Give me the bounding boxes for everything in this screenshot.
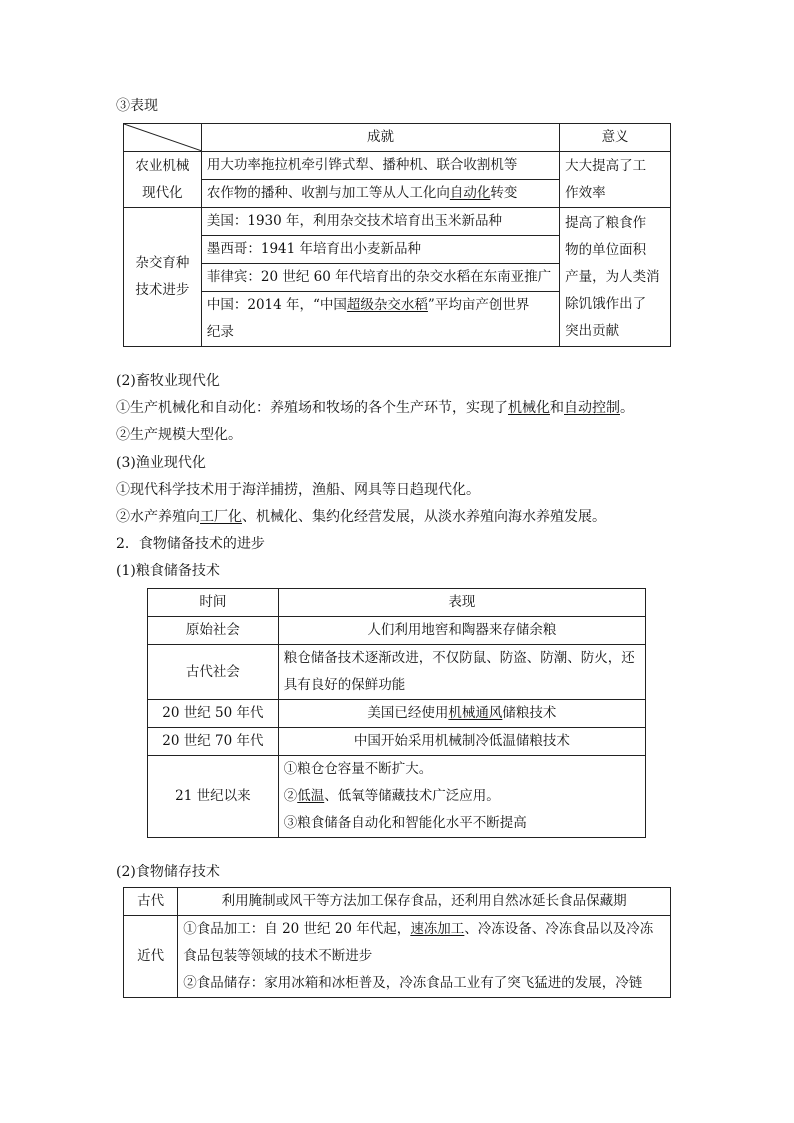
fishery-heading: (3)渔业现代化 bbox=[116, 455, 206, 471]
time-cell: 古代社会 bbox=[148, 645, 279, 700]
grain-table bbox=[147, 588, 646, 838]
hybrid-row2: 墨西哥：1941 年培育出小麦新品种 bbox=[201, 236, 559, 264]
hybrid-meaning: 提高了粮食作 物的单位面积 产量，为人类消 除饥饿作出了 突出贡献 bbox=[560, 208, 671, 347]
section-heading: ③表现 bbox=[116, 98, 158, 114]
agri-mech-label: 农业机械 现代化 bbox=[124, 152, 202, 208]
modern-text: ①食品加工：自 20 世纪 20 年代起，速冻加工、冷冻设备、冷冻食品以及冷冻 食品包装等领域的技术不断进步 ②食品储存：家用冰箱和冰柜普及，冷冻食品工业有了突飞猛进的发展，冷链 bbox=[178, 916, 671, 998]
header-meaning: 意义 bbox=[560, 124, 671, 152]
diagonal-line bbox=[124, 124, 202, 151]
livestock-item1: ①生产机械化和自动化：养殖场和牧场的各个生产环节，实现了机械化和自动控制。 bbox=[116, 400, 634, 416]
performance-cell: 中国开始采用机械制冷低温储粮技术 bbox=[278, 728, 645, 756]
livestock-item2: ②生产规模大型化。 bbox=[116, 427, 242, 443]
modern-label: 近代 bbox=[124, 916, 178, 998]
hybrid-row1: 美国：1930 年，利用杂交技术培育出玉米新品种 bbox=[201, 208, 559, 236]
agri-mech-meaning: 大大提高了工 作效率 bbox=[560, 152, 671, 208]
diagonal-header-cell bbox=[124, 124, 202, 152]
time-cell: 20 世纪 70 年代 bbox=[148, 728, 279, 756]
hybrid-label: 杂交育种 技术进步 bbox=[124, 208, 202, 347]
livestock-heading: (2)畜牧业现代化 bbox=[116, 373, 220, 389]
col-time: 时间 bbox=[148, 589, 279, 617]
storage-heading: 2．食物储备技术的进步 bbox=[116, 536, 265, 552]
agri-mech-row1: 用大功率拖拉机牵引铧式犁、播种机、联合收割机等 bbox=[201, 152, 559, 180]
time-cell: 原始社会 bbox=[148, 617, 279, 645]
grain-heading: (1)粮食储备技术 bbox=[116, 563, 220, 579]
col-performance: 表现 bbox=[278, 589, 645, 617]
hybrid-row3: 菲律宾：20 世纪 60 年代培育出的杂交水稻在东南亚推广 bbox=[201, 264, 559, 292]
hybrid-row4: 中国：2014 年，“中国超级杂交水稻”平均亩产创世界 纪录 bbox=[201, 292, 559, 347]
time-cell: 21 世纪以来 bbox=[148, 756, 279, 838]
fishery-item2: ②水产养殖向工厂化、机械化、集约化经营发展，从淡水养殖向海水养殖发展。 bbox=[116, 509, 606, 525]
performance-cell: 人们利用地窖和陶器来存储余粮 bbox=[278, 617, 645, 645]
ancient-text: 利用腌制或风干等方法加工保存食品，还利用自然冰延长食品保藏期 bbox=[178, 888, 671, 916]
food-table bbox=[123, 887, 671, 998]
performance-cell: ①粮仓仓容量不断扩大。 ②低温、低氧等储藏技术广泛应用。 ③粮食储备自动化和智能化水平不断提高 bbox=[278, 756, 645, 838]
performance-cell: 美国已经使用机械通风储粮技术 bbox=[278, 700, 645, 728]
agri-table bbox=[123, 123, 671, 347]
agri-mech-row2: 农作物的播种、收割与加工等从人工化向自动化转变 bbox=[201, 180, 559, 208]
ancient-label: 古代 bbox=[124, 888, 178, 916]
performance-cell: 粮仓储备技术逐渐改进，不仅防鼠、防盗、防潮、防火，还具有良好的保鲜功能 bbox=[278, 645, 645, 700]
header-achievement: 成就 bbox=[201, 124, 559, 152]
food-heading: (2)食物储存技术 bbox=[116, 864, 220, 880]
time-cell: 20 世纪 50 年代 bbox=[148, 700, 279, 728]
fishery-item1: ①现代科学技术用于海洋捕捞，渔船、网具等日趋现代化。 bbox=[116, 482, 480, 498]
